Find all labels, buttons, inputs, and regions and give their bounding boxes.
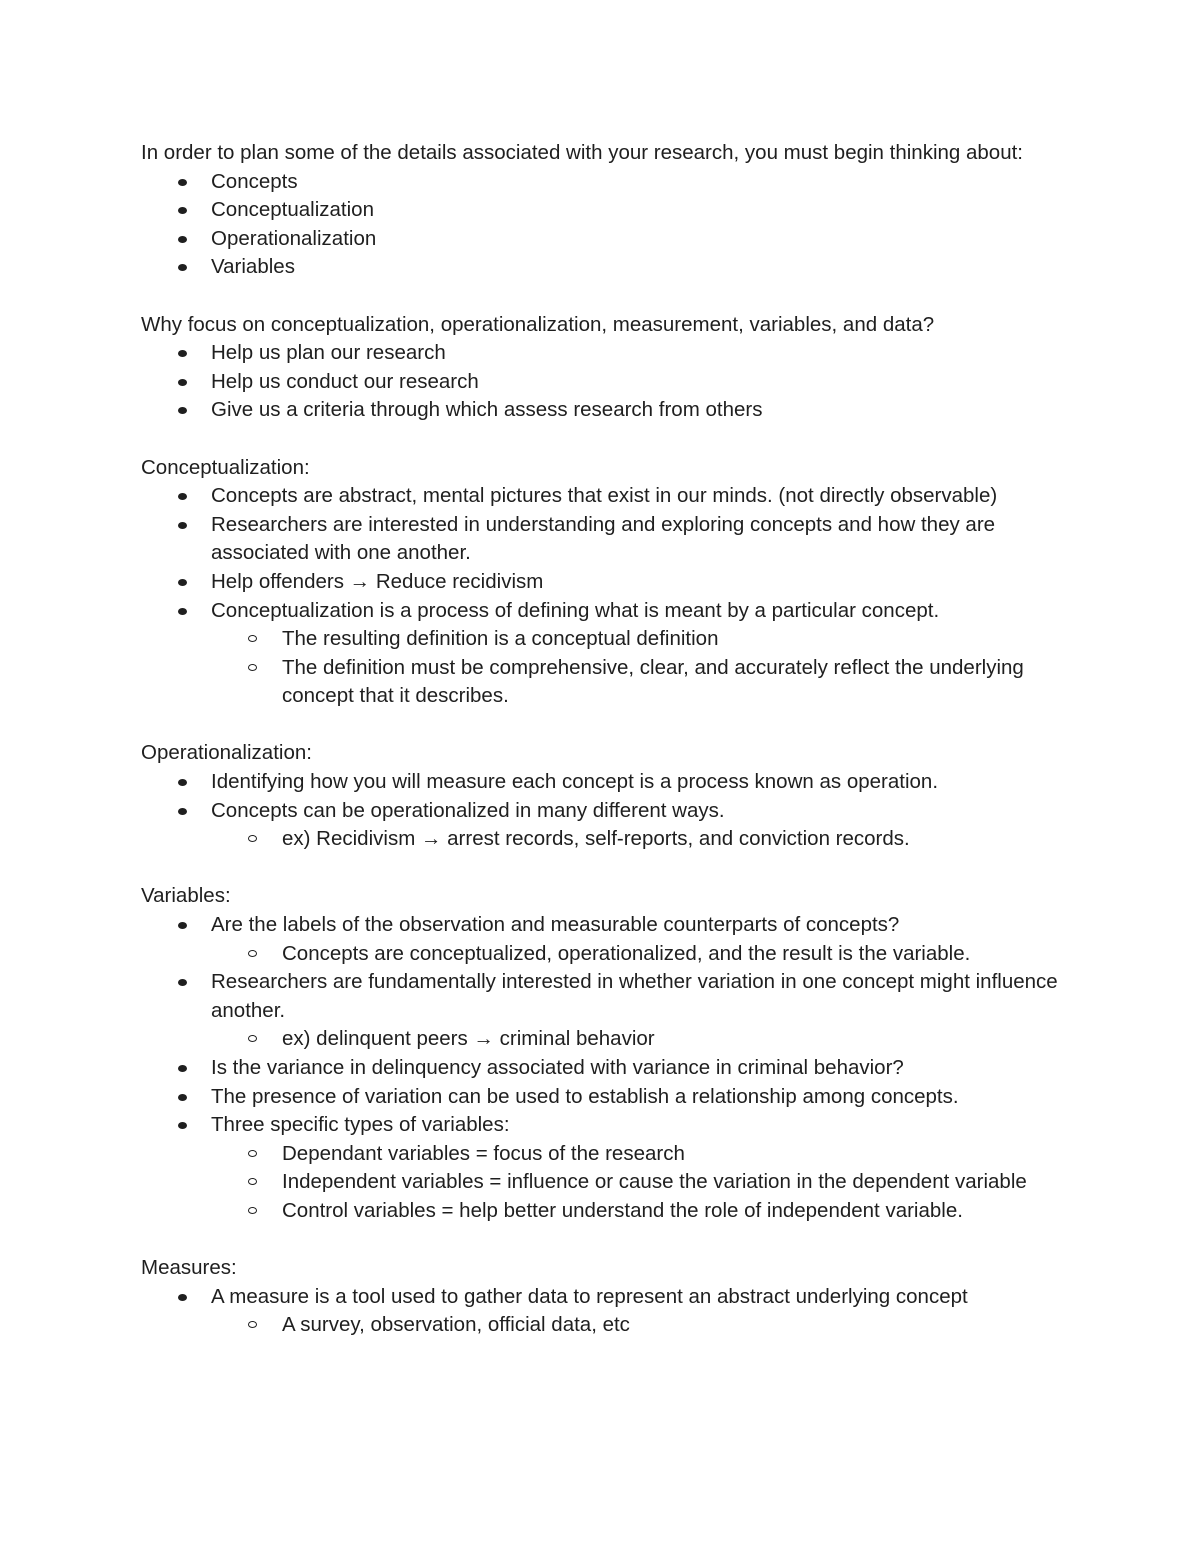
section-heading: In order to plan some of the details associated with your research, you must begin thinking about:	[141, 141, 1024, 164]
hollow-bullet-icon	[248, 664, 257, 671]
bullet-list	[141, 339, 1061, 425]
sub-list-item-text: Independent variables = influence or cause the variation in the dependent variable	[282, 1170, 1027, 1194]
list-item-text: Concepts are abstract, mental pictures that exist in our minds. (not directly observable)	[211, 484, 998, 508]
list-item	[141, 511, 1061, 568]
sub-list-item-text: A survey, observation, official data, etc	[282, 1313, 630, 1337]
section	[141, 739, 1061, 853]
section-heading: Measures:	[141, 1256, 237, 1280]
list-item-text: Identifying how you will measure each concept is a process known as operation.	[211, 770, 939, 794]
sub-list-item	[211, 654, 1061, 711]
sub-list-item	[211, 1197, 1061, 1226]
hollow-bullet-icon	[248, 1207, 257, 1214]
section	[141, 1254, 1061, 1340]
hollow-bullet-icon	[248, 1178, 257, 1185]
sub-list-item	[211, 1168, 1061, 1197]
hollow-bullet-icon	[248, 950, 257, 957]
list-item	[141, 797, 1061, 854]
list-item	[141, 253, 1061, 282]
list-item	[141, 1111, 1061, 1225]
list-item	[141, 368, 1061, 397]
list-item-text: A measure is a tool used to gather data to represent an abstract underlying concept	[211, 1284, 968, 1308]
sub-list-item	[211, 940, 1061, 969]
list-item-text: Give us a criteria through which assess research from others	[211, 398, 763, 422]
filled-bullet-icon	[178, 179, 187, 186]
list-item-text: Researchers are fundamentally interested in whether variation in one concept might influence another.	[211, 970, 1058, 1022]
section	[141, 311, 1061, 425]
sub-list-item-text: The definition must be comprehensive, clear, and accurately reflect the underlying concept that it describes.	[282, 655, 1024, 708]
filled-bullet-icon	[178, 808, 187, 815]
filled-bullet-icon	[178, 264, 187, 271]
sub-list-item-text: Concepts are conceptualized, operationalized, and the result is the variable.	[282, 941, 971, 965]
filled-bullet-icon	[178, 1122, 187, 1129]
list-item-text: Operationalization	[211, 226, 377, 250]
section-heading: Variables:	[141, 884, 231, 908]
sub-bullet-list	[211, 1311, 1061, 1340]
filled-bullet-icon	[178, 1094, 187, 1101]
list-item-text: Help offenders → Reduce recidivism	[211, 569, 544, 593]
filled-bullet-icon	[178, 608, 187, 615]
list-item	[141, 482, 1061, 511]
list-item	[141, 1283, 1061, 1340]
bullet-list	[141, 1283, 1061, 1340]
bullet-list	[141, 168, 1061, 282]
list-item-text: Concepts can be operationalized in many different ways.	[211, 798, 725, 822]
sub-list-item-text: ex) delinquent peers → criminal behavior	[282, 1027, 655, 1051]
filled-bullet-icon	[178, 779, 187, 786]
sub-list-item-text: ex) Recidivism → arrest records, self-reports, and conviction records.	[282, 827, 910, 851]
list-item	[141, 196, 1061, 225]
filled-bullet-icon	[178, 979, 187, 986]
filled-bullet-icon	[178, 1065, 187, 1072]
hollow-bullet-icon	[248, 1035, 257, 1042]
section-heading: Why focus on conceptualization, operationalization, measurement, variables, and data?	[141, 312, 935, 336]
list-item-text: Conceptualization	[211, 198, 374, 222]
section	[141, 139, 1061, 282]
sub-list-item-text: Control variables = help better understand the role of independent variable.	[282, 1198, 963, 1222]
list-item	[141, 568, 1061, 597]
hollow-bullet-icon	[248, 835, 257, 842]
list-item-text: Three specific types of variables:	[211, 1113, 510, 1137]
list-item-text: Are the labels of the observation and measurable counterparts of concepts?	[211, 913, 900, 937]
filled-bullet-icon	[178, 1294, 187, 1301]
bullet-list	[141, 911, 1061, 1226]
filled-bullet-icon	[178, 350, 187, 357]
filled-bullet-icon	[178, 579, 187, 586]
section	[141, 454, 1061, 711]
sub-list-item	[211, 1025, 1061, 1054]
filled-bullet-icon	[178, 522, 187, 529]
sub-list-item	[211, 825, 1061, 854]
list-item	[141, 968, 1061, 1054]
filled-bullet-icon	[178, 379, 187, 386]
section	[141, 882, 1061, 1225]
sub-bullet-list	[211, 625, 1061, 711]
sub-bullet-list	[211, 825, 1061, 854]
filled-bullet-icon	[178, 236, 187, 243]
bullet-list	[141, 768, 1061, 854]
filled-bullet-icon	[178, 407, 187, 414]
list-item	[141, 1054, 1061, 1083]
list-item	[141, 911, 1061, 968]
sub-bullet-list	[211, 1140, 1061, 1226]
bullet-list	[141, 482, 1061, 711]
sub-bullet-list	[211, 940, 1061, 969]
sub-list-item-text: Dependant variables = focus of the research	[282, 1141, 685, 1165]
document-page	[141, 139, 1061, 1369]
sub-bullet-list	[211, 1025, 1061, 1054]
list-item-text: Researchers are interested in understanding and exploring concepts and how they are associated with one another.	[211, 512, 996, 565]
list-item-text: Help us conduct our research	[211, 369, 479, 393]
hollow-bullet-icon	[248, 1321, 257, 1328]
list-item	[141, 597, 1061, 711]
list-item-text: Variables	[211, 255, 295, 279]
sub-list-item	[211, 1311, 1061, 1340]
list-item-text: Help us plan our research	[211, 341, 446, 365]
list-item	[141, 396, 1061, 425]
hollow-bullet-icon	[248, 1150, 257, 1157]
list-item-text: Is the variance in delinquency associated with variance in criminal behavior?	[211, 1056, 904, 1079]
list-item-text: Conceptualization is a process of defining what is meant by a particular concept.	[211, 598, 940, 622]
list-item	[141, 225, 1061, 254]
list-item	[141, 339, 1061, 368]
list-item-text: Concepts	[211, 169, 298, 193]
filled-bullet-icon	[178, 207, 187, 214]
section-heading: Conceptualization:	[141, 455, 310, 479]
hollow-bullet-icon	[248, 635, 257, 642]
section-heading: Operationalization:	[141, 741, 312, 765]
sub-list-item	[211, 1140, 1061, 1169]
list-item-text: The presence of variation can be used to establish a relationship among concepts.	[211, 1084, 959, 1108]
sub-list-item	[211, 625, 1061, 654]
sub-list-item-text: The resulting definition is a conceptual definition	[282, 627, 719, 651]
list-item	[141, 168, 1061, 197]
list-item	[141, 1083, 1061, 1112]
list-item	[141, 768, 1061, 797]
filled-bullet-icon	[178, 922, 187, 929]
filled-bullet-icon	[178, 493, 187, 500]
